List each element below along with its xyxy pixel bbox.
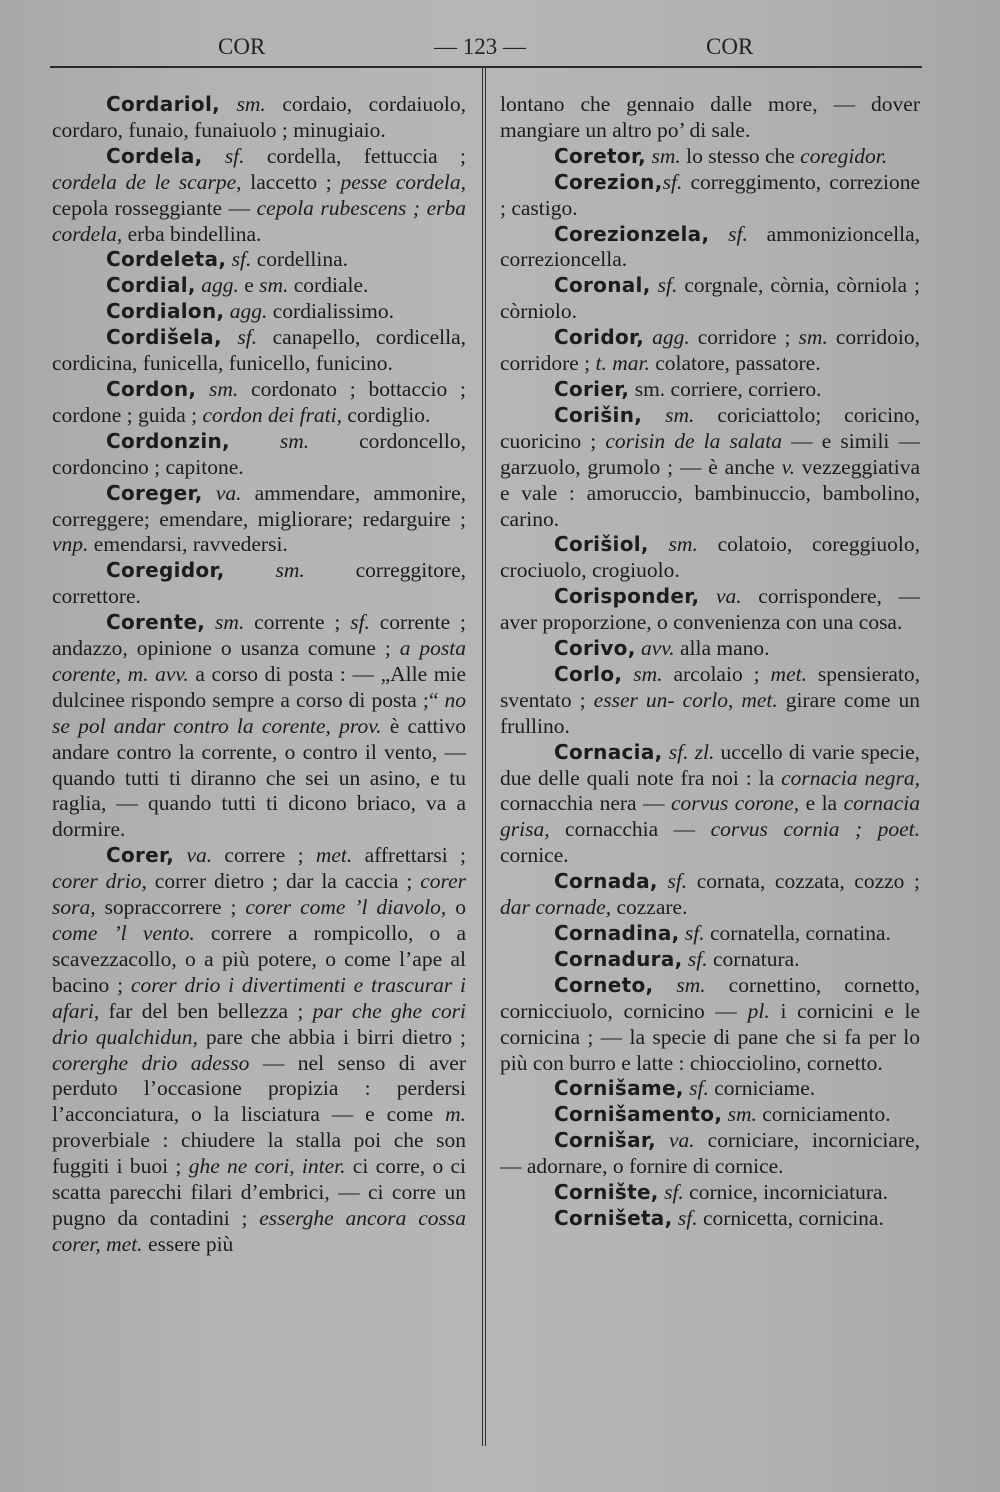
entry-italic-text: sf. — [662, 169, 683, 194]
entry-headword: Corezion, — [554, 169, 663, 194]
entry-definition-text — [230, 429, 280, 453]
entry-italic-text: va. — [715, 584, 742, 609]
entry-definition-text: arcolaio ; — [662, 661, 771, 686]
entry-italic-text: sf. — [237, 325, 258, 350]
entry-definition-text — [622, 662, 633, 686]
entry-definition-text: girare come un frullino. — [500, 687, 921, 738]
entry-definition-text: cornacchia nera — — [500, 791, 672, 816]
entry-headword: Corišin, — [554, 402, 643, 427]
entry-definition-text — [709, 222, 728, 246]
dictionary-entry — [500, 377, 920, 403]
entry-headword: Cordela, — [106, 143, 203, 168]
entry-headword: Cordišela, — [106, 325, 222, 350]
entry-definition-text: correggitore, correttore. — [52, 558, 466, 609]
entry-definition-text: cepola rosseggiante — — [52, 195, 257, 220]
entry-italic-text: cordon dei frati, — [202, 402, 343, 427]
entry-definition-text: corrispondere, — aver proporzione, o convenienza con una cosa. — [500, 584, 920, 635]
entry-italic-text: agg. — [652, 325, 690, 350]
entry-definition-text — [658, 869, 668, 893]
entry-definition-text: cornicetta, cornicina. — [697, 1205, 884, 1230]
dictionary-entry — [52, 558, 466, 610]
left-column — [52, 92, 466, 1258]
entry-italic-text: avv. — [641, 636, 675, 661]
dictionary-entry — [500, 403, 920, 533]
dictionary-entry — [52, 481, 466, 559]
entry-italic-text: sf. — [224, 143, 245, 168]
entry-headword: Corlo, — [554, 661, 623, 686]
entry-italic-text: va. — [215, 480, 242, 505]
entry-definition-text: pare che abbia i birri dietro ; — [197, 1024, 466, 1049]
dictionary-entry — [500, 1206, 920, 1232]
dictionary-entry — [52, 247, 466, 273]
entry-italic-text: agg. — [201, 273, 239, 298]
entry-italic-text: corvus corone, — [671, 791, 800, 816]
entry-definition-text: essere più — [142, 1231, 234, 1256]
dictionary-entry — [500, 1102, 920, 1128]
entry-definition-text — [205, 610, 215, 634]
entry-italic-text: sm. — [665, 402, 695, 427]
entry-headword: Cornadina, — [554, 921, 680, 945]
entry-italic-text: sf. — [657, 273, 678, 298]
entry-headword: Cordeleta, — [106, 247, 227, 272]
entry-definition-text: cornice, incorniciatura. — [683, 1180, 888, 1205]
header-left-guide-word: COR — [218, 34, 266, 59]
entry-definition-text: correggimento, correzione ; castigo. — [500, 169, 920, 220]
entry-definition-text: cordella, fettuccia ; — [244, 143, 466, 168]
entry-headword: Coridor, — [554, 325, 645, 350]
right-column — [500, 92, 920, 1232]
dictionary-entry — [500, 869, 920, 921]
dictionary-entry — [52, 144, 466, 248]
entry-definition-text: correr dietro ; dar la caccia ; — [146, 869, 421, 894]
entry-definition-text: sm. corriere, corriero. — [629, 376, 822, 401]
entry-italic-text: sm. — [727, 1102, 757, 1127]
entry-definition-text: i cornicini e le cornicina ; — la specie di pane che si fa per lo più con burro e latte : chiocciolino, cornetto. — [500, 998, 921, 1075]
entry-definition-text — [174, 843, 186, 867]
entry-definition-text: corridore ; — [689, 325, 799, 350]
entry-definition-text: cornice. — [500, 843, 569, 868]
dictionary-entry — [52, 843, 466, 1258]
entry-definition-text — [196, 377, 209, 401]
entry-headword: Cordialon, — [106, 299, 225, 324]
entry-italic-text: corer come ’l diavolo, — [245, 895, 447, 920]
entry-italic-text: sm. — [215, 610, 245, 635]
entry-italic-text: no se pol andar contro la corente, prov. — [52, 687, 466, 738]
entry-definition-text: cordonato ; bottaccio ; cordone ; guida ; — [52, 376, 467, 427]
entry-headword: Coreger, — [106, 480, 203, 505]
entry-italic-text: va. — [186, 843, 213, 868]
entry-definition-text: uccello di varie specie, due delle quali note fra noi : la — [500, 739, 920, 790]
dictionary-entry — [500, 947, 920, 973]
dictionary-entry — [52, 299, 466, 325]
entry-headword: Cornišamento, — [554, 1102, 723, 1127]
entry-definition-text — [651, 273, 658, 297]
entry-italic-text: cornacia negra, — [781, 765, 921, 790]
entry-definition-text: corniciame. — [708, 1076, 816, 1101]
entry-definition-text — [653, 973, 676, 997]
entry-definition-text: cordaio, cordaiuolo, cordaro, funaio, funaiuolo ; minugiaio. — [52, 92, 466, 142]
entry-definition-text: cornatella, cornatina. — [704, 921, 891, 945]
entry-definition-text: lontano che gennaio dalle more, — dover mangiare un altro po’ di sale. — [500, 92, 920, 142]
entry-definition-text — [644, 325, 652, 349]
entry-headword: Cornišame, — [554, 1076, 684, 1101]
entry-headword: Corisponder, — [554, 584, 700, 609]
entry-italic-text: sm. — [236, 92, 266, 116]
entry-italic-text: esser un- corlo, met. — [593, 687, 778, 712]
dictionary-entry — [500, 170, 920, 222]
entry-definition-text: o — [446, 895, 466, 920]
dictionary-entry — [500, 636, 920, 662]
entry-italic-text: pl. — [747, 998, 770, 1023]
entry-italic-text: sm. — [676, 972, 706, 997]
dictionary-entry — [500, 973, 920, 1077]
entry-definition-text: ammonizioncella, correzioncella. — [500, 221, 920, 272]
entry-italic-text: met. — [770, 661, 807, 686]
entry-definition-text: è cattivo andare contro la corrente, o contro il vento, — quando tutti ti diranno che sei un asino, e tu raglia, — quando tutti ti dicono briaco, va a dormire. — [52, 713, 466, 842]
entry-definition-text: laccetto ; — [241, 169, 341, 194]
entry-definition-text — [222, 325, 238, 349]
entry-italic-text: dar cornade, — [500, 895, 612, 920]
entry-definition-text: ci corre, o ci scatta parecchi filari d’embrici, — ci corre un pugno da contadini ; — [52, 1154, 467, 1230]
entry-italic-text: sf. — [664, 1180, 684, 1205]
entry-definition-text: colatoio, coreggiuolo, crociuolo, crogiuolo. — [500, 532, 921, 583]
entry-italic-text: v. — [781, 454, 795, 479]
entry-definition-text: cornacchia — — [549, 817, 711, 842]
dictionary-entry — [500, 584, 920, 636]
entry-headword: Cornišar, — [554, 1128, 656, 1153]
entry-definition-text: correre a rompicollo, o a scavezzacollo, o a più potere, o come l’ape al bacino ; — [52, 921, 466, 997]
entry-headword: Coronal, — [554, 273, 651, 298]
entry-italic-text: a posta corente, m. avv. — [52, 636, 466, 686]
entry-italic-text: par che ghe cori drio qualchidun, — [52, 998, 466, 1049]
entry-headword: Corezionzela, — [554, 221, 710, 246]
entry-italic-text: sm. — [275, 558, 305, 583]
entry-italic-text: pesse cordela, — [340, 169, 466, 194]
entry-definition-text: cordellina. — [251, 247, 349, 272]
entry-definition-text: canapello, cordicella, cordicina, funicella, funicello, funicino. — [52, 325, 466, 376]
entry-definition-text — [699, 584, 716, 608]
entry-italic-text: sm. — [798, 325, 828, 350]
entry-italic-text: met. — [315, 843, 353, 868]
dictionary-entry — [500, 662, 920, 740]
entry-definition-text: e — [238, 273, 260, 298]
entry-definition-text: affrettarsi ; — [352, 843, 467, 868]
entry-definition-text: far del ben bellezza ; — [99, 998, 313, 1023]
dictionary-entry — [52, 92, 466, 144]
entry-italic-text: ghe ne cori, inter. — [188, 1154, 346, 1179]
dictionary-entry — [52, 273, 466, 299]
dictionary-entry — [52, 377, 466, 429]
entry-italic-text: corvus cornia ; poet. — [710, 817, 920, 842]
dictionary-entry — [52, 325, 466, 377]
entry-definition-text: proverbiale : chiudere la stalla poi che son fuggiti i buoi ; — [52, 1128, 466, 1179]
entry-headword: Cordariol, — [106, 92, 221, 116]
entry-italic-text: sm. — [633, 661, 663, 686]
dictionary-entry — [52, 610, 466, 843]
entry-definition-text: erba bindellina. — [122, 221, 262, 246]
dictionary-entry — [500, 1128, 920, 1180]
entry-italic-text: sf. — [677, 1205, 698, 1230]
running-header — [50, 30, 922, 62]
entry-headword: Cornišeta, — [554, 1205, 673, 1230]
entry-definition-text: corniciare, incorniciare, — adornare, o fornire di cornice. — [500, 1128, 920, 1179]
column-divider — [482, 66, 486, 1446]
dictionary-entry — [500, 1076, 920, 1102]
entry-headword: Cordonzin, — [106, 428, 230, 453]
header-rule — [50, 66, 922, 68]
entry-italic-text: sf. zl. — [668, 739, 715, 764]
entry-italic-text: sf. — [231, 247, 252, 272]
dictionary-entry — [500, 144, 920, 170]
entry-italic-text: cornacia grisa, — [500, 791, 921, 842]
entry-definition-text — [225, 558, 276, 582]
entry-definition-text: cordoncello, cordoncino ; capitone. — [52, 428, 466, 479]
entry-definition-text — [642, 403, 665, 427]
entry-headword: Cornada, — [554, 869, 658, 894]
entry-italic-text: corerghe drio adesso — [52, 1050, 250, 1075]
entry-headword: Cornadura, — [554, 946, 683, 971]
dictionary-entry — [500, 921, 920, 947]
entry-headword: Corer, — [106, 843, 175, 868]
entry-italic-text: vnp. — [52, 532, 89, 557]
entry-headword: Cornište, — [554, 1180, 659, 1205]
entry-headword: Cordial, — [106, 273, 196, 298]
entry-italic-text: sm. — [279, 428, 310, 453]
entry-definition-text — [656, 1128, 669, 1152]
entry-definition-text: — e simili — garzuolo, grumolo ; — è anche — [500, 428, 920, 479]
entry-italic-text: come ’l vento. — [52, 921, 195, 945]
entry-definition-text: vezzeggiativa e vale : amoruccio, bambinuccio, bambolino, carino. — [500, 454, 920, 531]
entry-definition-text — [203, 144, 225, 168]
entry-italic-text: corer drio, — [52, 869, 147, 894]
entry-definition-text: corniciamento. — [756, 1102, 891, 1127]
entry-italic-text: sf. — [667, 869, 688, 894]
entry-italic-text: sf. — [350, 610, 370, 635]
entry-italic-text: sm. — [651, 143, 681, 168]
entry-italic-text: cordela de le scarpe, — [52, 169, 242, 194]
entry-definition-text: emendarsi, ravvedersi. — [88, 532, 288, 557]
entry-definition-text: e la — [799, 791, 844, 816]
entry-headword: Coregidor, — [106, 558, 225, 583]
entry-definition-text: cornatura. — [707, 946, 800, 971]
entry-definition-text: sopraccorrere ; — [95, 895, 246, 920]
entry-italic-text: esserghe ancora cossa corer, met. — [52, 1205, 466, 1256]
entry-italic-text: corer drio i divertimenti e trascurar i afari, — [52, 972, 466, 1023]
entry-definition-text — [649, 532, 669, 556]
entry-definition-text: corrente ; andazzo, opinione o usanza comune ; — [52, 610, 466, 661]
entry-italic-text: cepola rubescens ; erba cordela, — [52, 195, 466, 246]
header-right-guide-word: COR — [706, 34, 754, 59]
entry-headword: Corivo, — [554, 636, 636, 661]
dictionary-entry — [52, 429, 466, 481]
entry-italic-text: sf. — [689, 1076, 709, 1101]
entry-headword: Corneto, — [554, 972, 654, 997]
dictionary-entry — [500, 740, 920, 870]
entry-definition-text — [203, 481, 216, 505]
entry-definition-text: alla mano. — [674, 636, 770, 661]
entry-italic-text: agg. — [229, 299, 268, 324]
entry-headword: Cordon, — [106, 376, 197, 401]
entry-italic-text: t. mar. — [595, 351, 650, 376]
entry-headword: Corier, — [554, 376, 630, 401]
entry-headword: Cornacia, — [554, 739, 663, 764]
entry-definition-text — [220, 92, 237, 116]
page-number: — 123 — — [434, 34, 526, 59]
entry-italic-text: sf. — [687, 946, 708, 971]
entry-definition-text: cordiglio. — [342, 402, 431, 427]
dictionary-entry — [500, 273, 920, 325]
entry-definition-text: spensierato, sventato ; — [500, 661, 921, 712]
entry-italic-text: corisin de la salata — [605, 428, 783, 453]
entry-definition-text: — nel senso di aver perduto l’occasione propizia : perdersi l’acconciatura, o la lisciatura — e come — [52, 1050, 466, 1127]
entry-italic-text: sm. — [209, 376, 239, 401]
entry-definition-text: cornata, cozzata, cozzo ; — [687, 869, 920, 894]
dictionary-entry — [500, 222, 920, 274]
dictionary-entry — [500, 532, 920, 584]
entry-definition-text: lo stesso che — [680, 143, 801, 168]
entry-headword: Corente, — [106, 610, 206, 635]
entry-italic-text: sm. — [668, 532, 698, 557]
entry-definition-text: corridoio, corridore ; — [500, 325, 921, 376]
entry-definition-text: cordiale. — [288, 273, 369, 298]
entry-definition-text: corgnale, còrnia, còrniola ; còrniolo. — [500, 273, 920, 324]
entry-italic-text: va. — [669, 1128, 695, 1153]
entry-definition-text: coriciattolo; coricino, cuoricino ; — [500, 402, 921, 453]
dictionary-entry — [500, 1180, 920, 1206]
entry-headword: Corišiol, — [554, 532, 649, 557]
entry-definition-text: a corso di posta : — „Alle mie dulcinee rispondo sempre a corso di posta ;“ — [52, 661, 466, 712]
entry-headword: Coretor, — [554, 143, 647, 168]
entry-italic-text: sf. — [728, 221, 748, 246]
entry-italic-text: corer sora, — [52, 869, 466, 920]
entry-italic-text: sm. — [259, 273, 289, 298]
entry-definition-text: corrente ; — [244, 610, 351, 635]
dictionary-entry — [500, 92, 920, 144]
entry-definition-text: correre ; — [212, 843, 316, 868]
dictionary-entry — [500, 325, 920, 377]
entry-definition-text: cornettino, cornetto, cornicciuolo, cornicino — — [500, 972, 921, 1023]
entry-italic-text: m. — [445, 1102, 466, 1127]
entry-definition-text: cozzare. — [611, 895, 688, 920]
entry-definition-text: colatore, passatore. — [649, 351, 821, 376]
entry-definition-text: cordialissimo. — [267, 299, 394, 324]
entry-definition-text: ammendare, ammonire, correggere; emendare, migliorare; redarguire ; — [52, 480, 466, 531]
entry-italic-text: coregidor. — [800, 143, 888, 168]
entry-italic-text: sf. — [684, 921, 705, 945]
